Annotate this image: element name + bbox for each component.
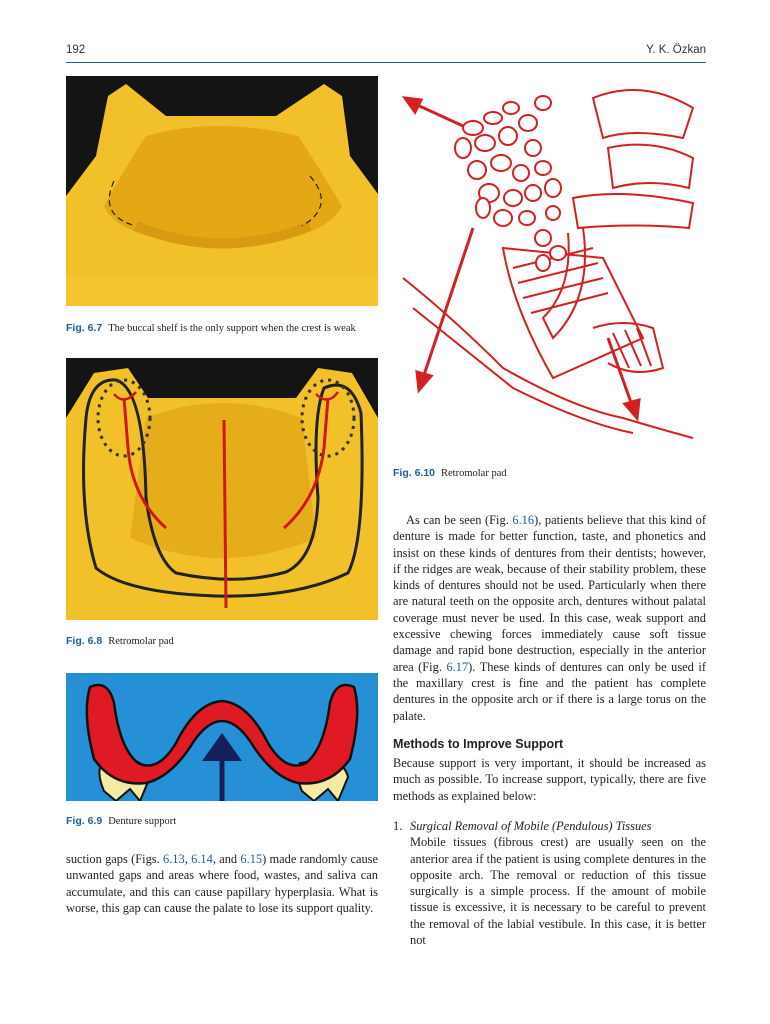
figure-6-9-caption [66,815,176,827]
list-number: 1. [393,819,403,833]
figure-label: Fig. 6.7 [66,322,103,334]
caption-text: Denture support [108,816,177,827]
text-run: suction gaps (Figs. [66,852,164,866]
figure-label: Fig. 6.8 [66,635,103,647]
figure-6-7-caption [66,322,356,334]
page-number: 192 [66,44,86,56]
figure-link[interactable]: 6.16 [512,513,535,527]
figure-link[interactable]: 6.17 [446,659,469,674]
paragraph [66,851,378,916]
text-run: ), patients believe that this kind of denture is made for better function, taste, and phonetics and insist on these kinds of dentures from their dentists; however, if the ridges are weak, because of their stability problem, these kinds of dentures should not be used. Particularly when there are natural teeth on the opposite arch, dentures without palatal coverage must never be used. In this case, weak support and excessive chewing forces immediately cause soft tissue damage and rapid bone destruction, especially in the anterior area (Fig. [393,513,706,674]
header-rule [66,62,706,63]
text-run: , [184,852,192,866]
caption-text: The buccal shelf is the only support when the crest is weak [108,323,356,334]
running-author: Y. K. Özkan [646,44,706,56]
figure-link[interactable]: 6.14 [191,852,213,866]
figure-6-8-caption [66,635,174,647]
section-paragraph [393,755,706,804]
left-column-text [66,851,378,916]
figure-link[interactable]: 6.15 [240,852,263,866]
paragraph [393,512,706,724]
figure-6-9-diagram [66,673,378,801]
list-title: Surgical Removal of Mobile (Pendulous) Tissues [410,819,652,833]
text-run: ). These kinds of dentures can only be used if the maxillary crest is fine and the patient has complete dentures in the opposite arch or if there is a large torus on the palate. [393,659,706,723]
figure-link[interactable]: 6.13 [163,852,185,866]
list-item [393,818,706,948]
text-run: ) made randomly cause unwanted gaps and areas where food, wastes, and saliva can accumulate, and this can cause papillary hyperplasia. What is worse, this gap can cause the palate to lose its support quality. [66,852,378,915]
paragraph: Because support is very important, it should be increased as much as possible. To increase support, typically, there are five methods as explained below: [393,756,706,803]
figure-label: Fig. 6.10 [393,467,436,479]
right-column-text [393,512,706,724]
list-text: Mobile tissues (fibrous crest) are usually seen on the anterior area if the patient is using complete dentures in the opposite arch. The removal or reduction of this tissue surgically is a simple process. If the amount of mobile tissue is excessive, it is necessary to be careful to prevent the removal of the labial vestibule. In this case, it is better not [410,835,706,948]
text-run: As can be seen (Fig. [406,513,513,527]
figure-6-10-caption [393,467,507,479]
figure-6-7-photo [66,76,378,306]
figure-6-10-illustration [393,78,705,450]
text-run: , and [212,852,241,866]
caption-text: Retromolar pad [108,636,174,647]
list-body [410,818,706,948]
figure-6-8-photo [66,358,378,620]
caption-text: Retromolar pad [441,468,507,479]
section-heading: Methods to Improve Support [393,737,564,751]
figure-label: Fig. 6.9 [66,815,103,827]
